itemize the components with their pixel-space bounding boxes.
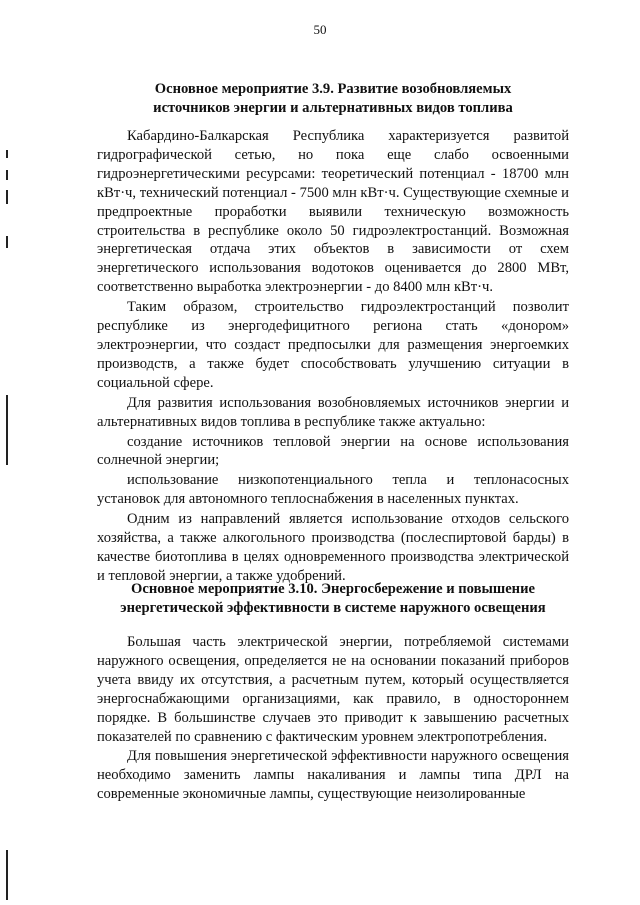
paragraph: Одним из направлений является использование отходов сельского хозяйства, а также алкогольного производства (послеспиртовой барды) в качестве биотоплива в целях одновременного производства электрической и тепловой энергии, а также удобрений. xyxy=(97,511,569,584)
section-3-9-heading xyxy=(98,80,568,118)
section-3-10-heading xyxy=(98,580,568,618)
page-number: 50 xyxy=(313,22,327,37)
paragraph: Кабардино-Балкарская Республика характеризуется развитой гидрографической сетью, но пока еще слабо освоенными гидроэнергетическими ресурсами: теоретический потенциал - 18700 млн кВт·ч, технический потенциал - 7500 млн кВт·ч. Существующие схемные и предпроектные проработки выявили техническую возможность строительства в республике около 50 гидроэлектростанций. Возможная энергетическая отдача этих объектов в зависимости от схем энергетического использования водотоков оценивается до 2800 МВт, соответственно выработка электроэнергии - до 8400 млн кВт·ч. xyxy=(97,128,569,296)
section-3-9-body xyxy=(97,127,569,586)
paragraph: Для повышения энергетической эффективности наружного освещения необходимо заменить лампы накаливания и лампы типа ДРЛ на современные экономичные лампы, существующие неизолированные xyxy=(97,748,569,803)
paragraph: создание источников тепловой энергии на основе использования солнечной энергии; xyxy=(97,433,569,469)
section-3-10-body xyxy=(97,633,569,804)
paragraph: Для развития использования возобновляемых источников энергии и альтернативных видов топлива в республике также актуально: xyxy=(97,394,569,430)
paragraph: использование низкопотенциального тепла и теплонасосных установок для автономного теплоснабжения в населенных пунктах. xyxy=(97,472,569,508)
section-3-10-title-line2: энергетической эффективности в системе наружного освещения xyxy=(120,600,546,616)
paragraph: Большая часть электрической энергии, потребляемой системами наружного освещения, определяется не на основании показаний приборов учета ввиду их отсутствия, а расчетным путем, который осуществляется энергоснабжающими организациями, как правило, в одностороннем порядке. В большинстве случаев это приводит к завышению расчетных показателей по сравнению с фактическим уровнем электропотребления. xyxy=(97,634,569,745)
scan-margin-mark xyxy=(6,395,8,465)
paragraph: Таким образом, строительство гидроэлектростанций позволит республике из энергодефицитного региона стать «донором» электроэнергии, что создаст предпосылки для размещения энергоемких производств, а также будет способствовать улучшению ситуации в социальной сфере. xyxy=(97,299,569,391)
section-3-9-title-line1: Основное мероприятие 3.9. Развитие возобновляемых xyxy=(154,81,512,97)
scan-margin-mark xyxy=(6,850,8,900)
scan-margin-mark xyxy=(6,236,8,248)
section-3-9-title-line2: источников энергии и альтернативных видов топлива xyxy=(153,100,513,116)
scan-margin-mark xyxy=(6,190,8,204)
scan-margin-mark xyxy=(6,150,8,158)
section-3-10-title-line1: Основное мероприятие 3.10. Энергосбережение и повышение xyxy=(131,581,535,597)
scan-margin-mark xyxy=(6,170,8,180)
